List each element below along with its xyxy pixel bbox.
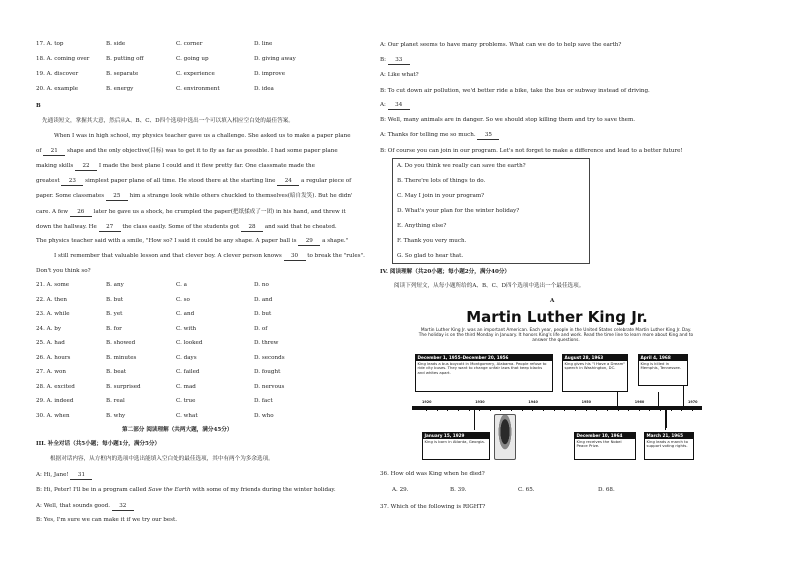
- q21-30-option: D. who: [254, 412, 274, 419]
- timeline-bar: [412, 406, 702, 410]
- dialog-line: [380, 118, 635, 124]
- text-segment: A: Our planet seems to have many problems. What can we do to help save the earth?: [380, 42, 622, 48]
- q21-30-option: 28. A. excited: [36, 383, 75, 390]
- timeline-event: [574, 432, 636, 460]
- event-date: December 1, 1955–December 20, 1956: [416, 355, 552, 361]
- timeline-connector: [658, 392, 659, 406]
- answer-blank[interactable]: 31: [70, 473, 92, 480]
- section-3-instruction: 根据对话内容，从方框内的选项中选出能填入空白处的最佳选项，其中有两个为多余选项。: [50, 456, 274, 462]
- timeline-tick: [671, 406, 672, 411]
- dialog-line: [36, 518, 177, 524]
- answer-blank[interactable]: 24: [277, 179, 299, 186]
- q21-30-option: C. a: [176, 282, 187, 288]
- timeline-tick: [426, 406, 427, 411]
- text-segment: of: [36, 148, 44, 154]
- passage-line: [36, 225, 337, 232]
- q17-20-option: D. giving away: [254, 56, 296, 62]
- q21-30-option: B. showed: [106, 340, 136, 346]
- q21-30-option: 24. A. by: [36, 325, 62, 332]
- text-segment: shape and the only objective(目标) was to get it to fly as far as possible. I had some paper plane: [65, 148, 338, 154]
- q17-20-option: C. going up: [176, 56, 209, 62]
- text-segment: and said that he cheated.: [263, 224, 337, 230]
- answer-blank[interactable]: 34: [388, 103, 410, 110]
- italic-text: Save the Earth: [148, 487, 191, 493]
- dialog-line: [380, 43, 621, 49]
- text-segment: care. A few: [36, 209, 70, 215]
- section-b-instruction: 先通读短文，掌握其大意，然后从A、B、C、D四个选项中选出一个可以填入相应空白处的最佳答案。: [42, 118, 294, 124]
- text-segment: B: Of course you can join in our program. Let's not forget to make a difference and lead to a better future!: [380, 148, 683, 154]
- passage-line: [54, 134, 351, 140]
- q17-20-option: B. energy: [106, 86, 134, 92]
- timeline-tick: [447, 406, 448, 411]
- text-segment: simplest paper plane of all time. He stood there at the starting line: [83, 178, 278, 184]
- q21-30-option: D. seconds: [254, 354, 285, 361]
- timeline-tick: [628, 406, 629, 411]
- question-37: 37. Which of the following is RIGHT?: [380, 504, 486, 510]
- timeline-connector: [474, 410, 475, 430]
- text-segment: When I was in high school, my physics teacher gave us a challenge. She asked us to make a paper plane: [54, 133, 351, 139]
- timeline-tick: [649, 406, 650, 411]
- q36-option: B. 39.: [450, 487, 467, 493]
- timeline-tick: [532, 406, 533, 411]
- q17-20-option: 20. A. example: [36, 86, 79, 92]
- passage-line: [36, 179, 351, 186]
- q21-30-option: C. and: [176, 311, 195, 317]
- passage-line: [36, 269, 91, 275]
- text-segment: A: Like what?: [380, 72, 419, 78]
- year-label: 1930: [475, 400, 485, 404]
- q17-20-option: B. side: [106, 41, 126, 47]
- text-segment: I made the best plane I could and it flew pretty far. One classmate made the: [97, 163, 315, 169]
- timeline-tick: [660, 406, 661, 411]
- section-b-heading: B: [36, 103, 41, 109]
- timeline-tick: [607, 406, 608, 411]
- dialog-line: [380, 89, 650, 95]
- dialog-line: [380, 149, 683, 155]
- dialog-line: [380, 73, 419, 79]
- dialog-line: [380, 103, 410, 110]
- q21-30-option: C. days: [176, 354, 197, 361]
- q21-30-option: 21. A. some: [36, 282, 70, 288]
- timeline-tick: [522, 406, 523, 411]
- q21-30-option: D. and: [254, 296, 273, 303]
- q17-20-option: B. putting off: [106, 56, 144, 62]
- passage-line: [36, 164, 315, 171]
- text-segment: Don't you think so?: [36, 268, 91, 274]
- text-segment: B: To cut down air pollution, we'd better ride a bike, take the bus or subway instead of driving.: [380, 88, 650, 94]
- passage-line: [36, 239, 348, 246]
- timeline-tick: [458, 406, 459, 411]
- q17-20-option: D. line: [254, 41, 273, 47]
- answer-blank[interactable]: 21: [43, 149, 65, 156]
- q21-30-option: C. with: [176, 325, 197, 332]
- king-portrait-photo: [494, 414, 516, 460]
- event-date: March 21, 1965: [645, 433, 693, 439]
- q21-30-option: C. what: [176, 412, 198, 419]
- q21-30-option: 23. A. while: [36, 311, 70, 317]
- text-segment: B: Hi, Peter! I'll be in a program called: [36, 487, 149, 493]
- timeline-event: [644, 432, 694, 460]
- mlk-timeline-figure: [412, 310, 702, 462]
- section-a-heading: A: [550, 298, 555, 304]
- timeline-event: [638, 354, 688, 386]
- event-text: King receives the Nobel Peace Prize.: [576, 438, 622, 449]
- q21-30-option: D. threw: [254, 340, 279, 346]
- text-segment: a regular piece of: [299, 178, 352, 184]
- timeline-tick: [437, 406, 438, 411]
- timeline-tick: [469, 406, 470, 411]
- text-segment: a shape.": [320, 238, 349, 244]
- q21-30-option: 25. A. had: [36, 340, 65, 346]
- event-date: August 28, 1963: [563, 355, 627, 361]
- timeline-connector: [683, 386, 684, 406]
- figure-intro: Martin Luther King Jr. was an important American. Each year, people in the United States celebrate Martin Luther King Jr. Day. The holiday is on the third Monday in January. It honors King's life and work. Read the time line to learn more about King and to answer the questions.: [418, 328, 694, 344]
- q21-30-option: B. beat: [106, 369, 127, 375]
- answer-blank[interactable]: 30: [284, 254, 306, 261]
- timeline-tick: [681, 406, 682, 411]
- part2-title: 第二部分 阅读理解（共两大题，满分45分）: [122, 427, 233, 433]
- event-date: April 4, 1968: [639, 355, 687, 361]
- event-date: January 15, 1929: [423, 433, 489, 439]
- q21-30-option: B. but: [106, 296, 124, 303]
- text-segment: paper. Some classmates: [36, 193, 106, 199]
- timeline-tick: [692, 406, 693, 411]
- q21-30-option: B. yet: [106, 311, 123, 317]
- timeline-tick: [586, 406, 587, 411]
- text-segment: The physics teacher said with a smile, "How so? I said it could be any shape. A paper ball is: [36, 238, 299, 244]
- text-segment: A:: [380, 102, 388, 108]
- text-segment: A: Hi, Jane!: [36, 472, 71, 478]
- timeline-tick: [500, 406, 501, 411]
- q36-option: D. 68.: [598, 487, 615, 493]
- text-segment: making skills: [36, 163, 76, 169]
- dialog-option: B. There're lots of things to do.: [397, 178, 486, 184]
- timeline-tick: [639, 406, 640, 411]
- q17-20-option: 17. A. top: [36, 41, 64, 47]
- timeline-event: [562, 354, 628, 392]
- text-segment: I still remember that valuable lesson and that clever boy. A clever person knows: [54, 253, 284, 259]
- text-segment: with some of my friends during the winter holiday.: [190, 487, 336, 493]
- q21-30-option: 29. A. indeed: [36, 398, 74, 404]
- dialog-option: E. Anything else?: [397, 223, 447, 229]
- timeline-connector: [617, 392, 618, 406]
- q21-30-option: B. for: [106, 325, 122, 332]
- answer-blank[interactable]: 28: [241, 225, 263, 232]
- q17-20-option: C. experience: [176, 71, 215, 77]
- timeline-tick: [543, 406, 544, 411]
- timeline-tick: [596, 406, 597, 411]
- year-label: 1940: [528, 400, 538, 404]
- dialog-option: C. May I join in your program?: [397, 193, 485, 199]
- q17-20-option: C. corner: [176, 41, 203, 47]
- options-box: [392, 158, 590, 264]
- q21-30-option: B. minutes: [106, 354, 137, 361]
- answer-blank[interactable]: 33: [388, 58, 410, 65]
- q21-30-option: D. but: [254, 311, 272, 317]
- event-text: King leads a bus boycott in Montgomery, Alabama. People refuse to ride city buses. They want to change unfair laws that keep blacks and whites apart.: [417, 360, 547, 375]
- timeline-tick: [564, 406, 565, 411]
- q21-30-option: 26. A. hours: [36, 354, 71, 361]
- q21-30-option: D. of: [254, 325, 268, 332]
- year-label: 1950: [581, 400, 592, 404]
- year-label: 1920: [422, 400, 432, 404]
- question-36: 36. How old was King when he died?: [380, 471, 485, 477]
- timeline-event: [422, 432, 490, 460]
- q21-30-option: B. surprised: [106, 383, 141, 390]
- q36-option: A. 29.: [392, 487, 409, 493]
- q17-20-option: 19. A. discover: [36, 71, 79, 77]
- timeline-tick: [511, 406, 512, 411]
- passage-line: [54, 254, 365, 261]
- text-segment: him a strange look while others chuckled to themselves(暗自发笑). But he didn': [127, 193, 353, 199]
- q21-30-option: D. fought: [254, 369, 281, 375]
- q21-30-option: C. so: [176, 296, 190, 303]
- q17-20-option: D. idea: [254, 86, 274, 92]
- text-segment: later he gave us a shock, he crumpled the paper(把纸揉成了一团) in his hand, and threw it: [91, 209, 346, 215]
- q21-30-option: C. looked: [176, 340, 203, 346]
- answer-blank[interactable]: 35: [477, 133, 499, 140]
- q21-30-option: C. failed: [176, 369, 200, 375]
- q21-30-option: B. any: [106, 282, 124, 288]
- dialog-option: G. So glad to hear that.: [397, 253, 464, 259]
- timeline-tick: [490, 406, 491, 411]
- text-segment: the class easily. Some of the students got: [120, 224, 242, 230]
- answer-blank[interactable]: 22: [75, 164, 97, 171]
- text-segment: B: Yes, I'm sure we can make it if we try our best.: [36, 517, 178, 523]
- timeline-connector: [666, 410, 667, 428]
- section-4-title: IV. 阅读理解（共20小题；每小题2分，满分40分）: [380, 269, 511, 275]
- section-4-instruction: 阅读下列短文，从每小题所给的A、B、C、D四个选项中选出一个最佳选项。: [394, 283, 585, 289]
- dialog-option: A. Do you think we really can save the earth?: [397, 163, 526, 169]
- q36-option: C. 65.: [518, 487, 535, 493]
- timeline-event: [415, 354, 553, 392]
- answer-blank[interactable]: 23: [61, 179, 83, 186]
- year-label: 1960: [634, 400, 645, 404]
- q21-30-option: D. fact: [254, 398, 273, 404]
- timeline-tick: [618, 406, 619, 411]
- q21-30-option: C. true: [176, 398, 196, 404]
- dialog-option: D. What's your plan for the winter holiday?: [397, 208, 520, 214]
- dialog-line: [36, 504, 134, 511]
- passage-line: [36, 149, 338, 156]
- answer-blank[interactable]: 25: [106, 194, 128, 201]
- q21-30-option: D. no: [254, 282, 269, 288]
- q21-30-option: B. real: [106, 398, 125, 404]
- text-segment: to break the "rules".: [305, 253, 365, 259]
- event-text: King gives his "I Have a Dream" speech in Washington, DC.: [564, 360, 626, 371]
- answer-blank[interactable]: 32: [112, 504, 134, 511]
- q21-30-option: B. why: [106, 412, 126, 419]
- q17-20-option: 18. A. coming over: [36, 56, 90, 62]
- text-segment: A: Well, that sounds good.: [36, 503, 112, 509]
- event-text: King leads a march to support voting rights.: [646, 438, 688, 449]
- q21-30-option: 30. A. when: [36, 412, 70, 419]
- figure-title: Martin Luther King Jr.: [466, 308, 648, 326]
- dialog-line: [380, 133, 499, 140]
- event-date: December 10, 1964: [575, 433, 635, 439]
- text-segment: greatest: [36, 178, 62, 184]
- text-segment: B:: [380, 57, 388, 63]
- timeline-tick: [575, 406, 576, 411]
- q17-20-option: D. improve: [254, 71, 286, 77]
- q21-30-option: C. mad: [176, 383, 196, 390]
- dialog-line: [380, 58, 410, 65]
- timeline-tick: [554, 406, 555, 411]
- event-text: King is killed in Memphis, Tennessee.: [640, 360, 682, 371]
- year-label: 1970: [688, 400, 698, 404]
- section-3-title: III. 补全对话（共5小题；每小题1分，满分5分）: [36, 441, 161, 447]
- answer-blank[interactable]: 27: [99, 225, 121, 232]
- q21-30-option: D. nervous: [254, 383, 285, 390]
- text-segment: down the hallway. He: [36, 224, 99, 230]
- q17-20-option: B. separate: [106, 71, 139, 77]
- q21-30-option: 27. A. won: [36, 369, 67, 375]
- text-segment: A: Thanks for telling me so much.: [380, 132, 478, 138]
- answer-blank[interactable]: 29: [298, 239, 320, 246]
- q21-30-option: 22. A. then: [36, 296, 68, 303]
- dialog-line: [36, 473, 92, 480]
- dialog-line: [36, 488, 336, 494]
- answer-blank[interactable]: 26: [70, 210, 92, 217]
- passage-line: [36, 194, 353, 201]
- q17-20-option: C. environment: [176, 86, 220, 92]
- text-segment: B: Well, many animals are in danger. So we should stop killing them and try to save them.: [380, 117, 636, 123]
- timeline-tick: [479, 406, 480, 411]
- dialog-option: F. Thank you very much.: [397, 238, 467, 244]
- event-text: King is born in Atlanta, Georgia.: [424, 438, 485, 444]
- passage-line: [36, 210, 346, 217]
